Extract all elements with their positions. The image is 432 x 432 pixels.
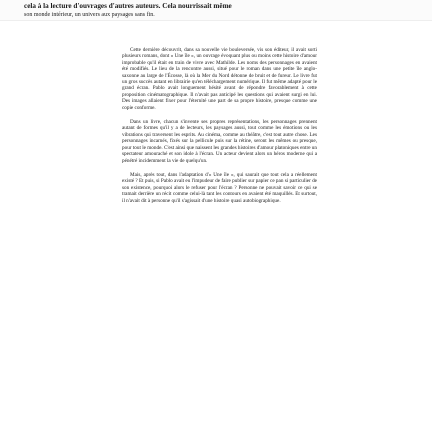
paragraph-gap [122,111,317,119]
paragraph-3: Mais, après tout, dans l'adaptation d'« Une île », qui saurait que tout cela a réellement existé ? Et puis, si Pablo avait eu l'impudeur de faire publier sur papier ce pan si particulier de son existence, pourquoi alors le refuser pour l'écran ? Personne ne pouvait savoir ce qui se tramait derrière un récit comme celui-là tant les contours en avaient été maquillés. Et surtout, il n'avait dit à personne qu'il s'agissait d'une histoire quasi autobiographique. [122,171,317,204]
paragraph-gap [122,164,317,172]
body-column [122,47,317,204]
top-excerpt [0,0,432,21]
paragraph-2: Dans un livre, chacun s'invente ses propres représentations, les personnages prennent autant de formes qu'il y a de lecteurs, les paysages aussi, tout comme les émotions ou les vibrations qui traversent les esprits. Au cinéma, comme au théâtre, c'est tout autre chose. Les personnages incarnés, fixés sur la pellicule puis sur la rétine, seront les mêmes ou presque, pour tout le monde. C'est ainsi que naissent les grandes histoires d'amour platoniques entre un spectateur amouraché et son idole à l'écran. Un acteur devient alors un héros moderne qui a pénétré incidemment la vie de quelqu'un. [122,119,317,164]
top-text-line-1: cela à la lecture d'ouvrages d'autres auteurs. Cela nourrissait même [24,2,232,10]
top-text-line-2: son monde intérieur, un univers aux paysages sans fin. [24,12,155,18]
paragraph-1: Cette dernière découvrit, dans sa nouvelle vie bouleversée, vis son éditeur, il avait sorti plusieurs romans, dont « Une île », un ouvrage évoquant plus ou moins cette histoire d'amour improbable qu'il était en train de vivre avec Mathilde. Les noms des personnages en avaient été modifiés. Le lieu de la rencontre aussi, situé pour le roman dans une petite île anglo-saxonne au large de l'Écosse, là où la Mer du Nord détonne de bruit et de fureur. Le livre fut un gros succès autant en librairie qu'en téléchargement numérique. Il fut même adapté pour le grand écran. Pablo avait longuement hésité avant de répondre favorablement à cette proposition cinématographique. Il n'avait pas anticipé les questions qui avaient surgi en lui. Des images allaient fixer pour l'éternité une part de sa propre histoire, presque comme une copie conforme. [122,47,317,111]
